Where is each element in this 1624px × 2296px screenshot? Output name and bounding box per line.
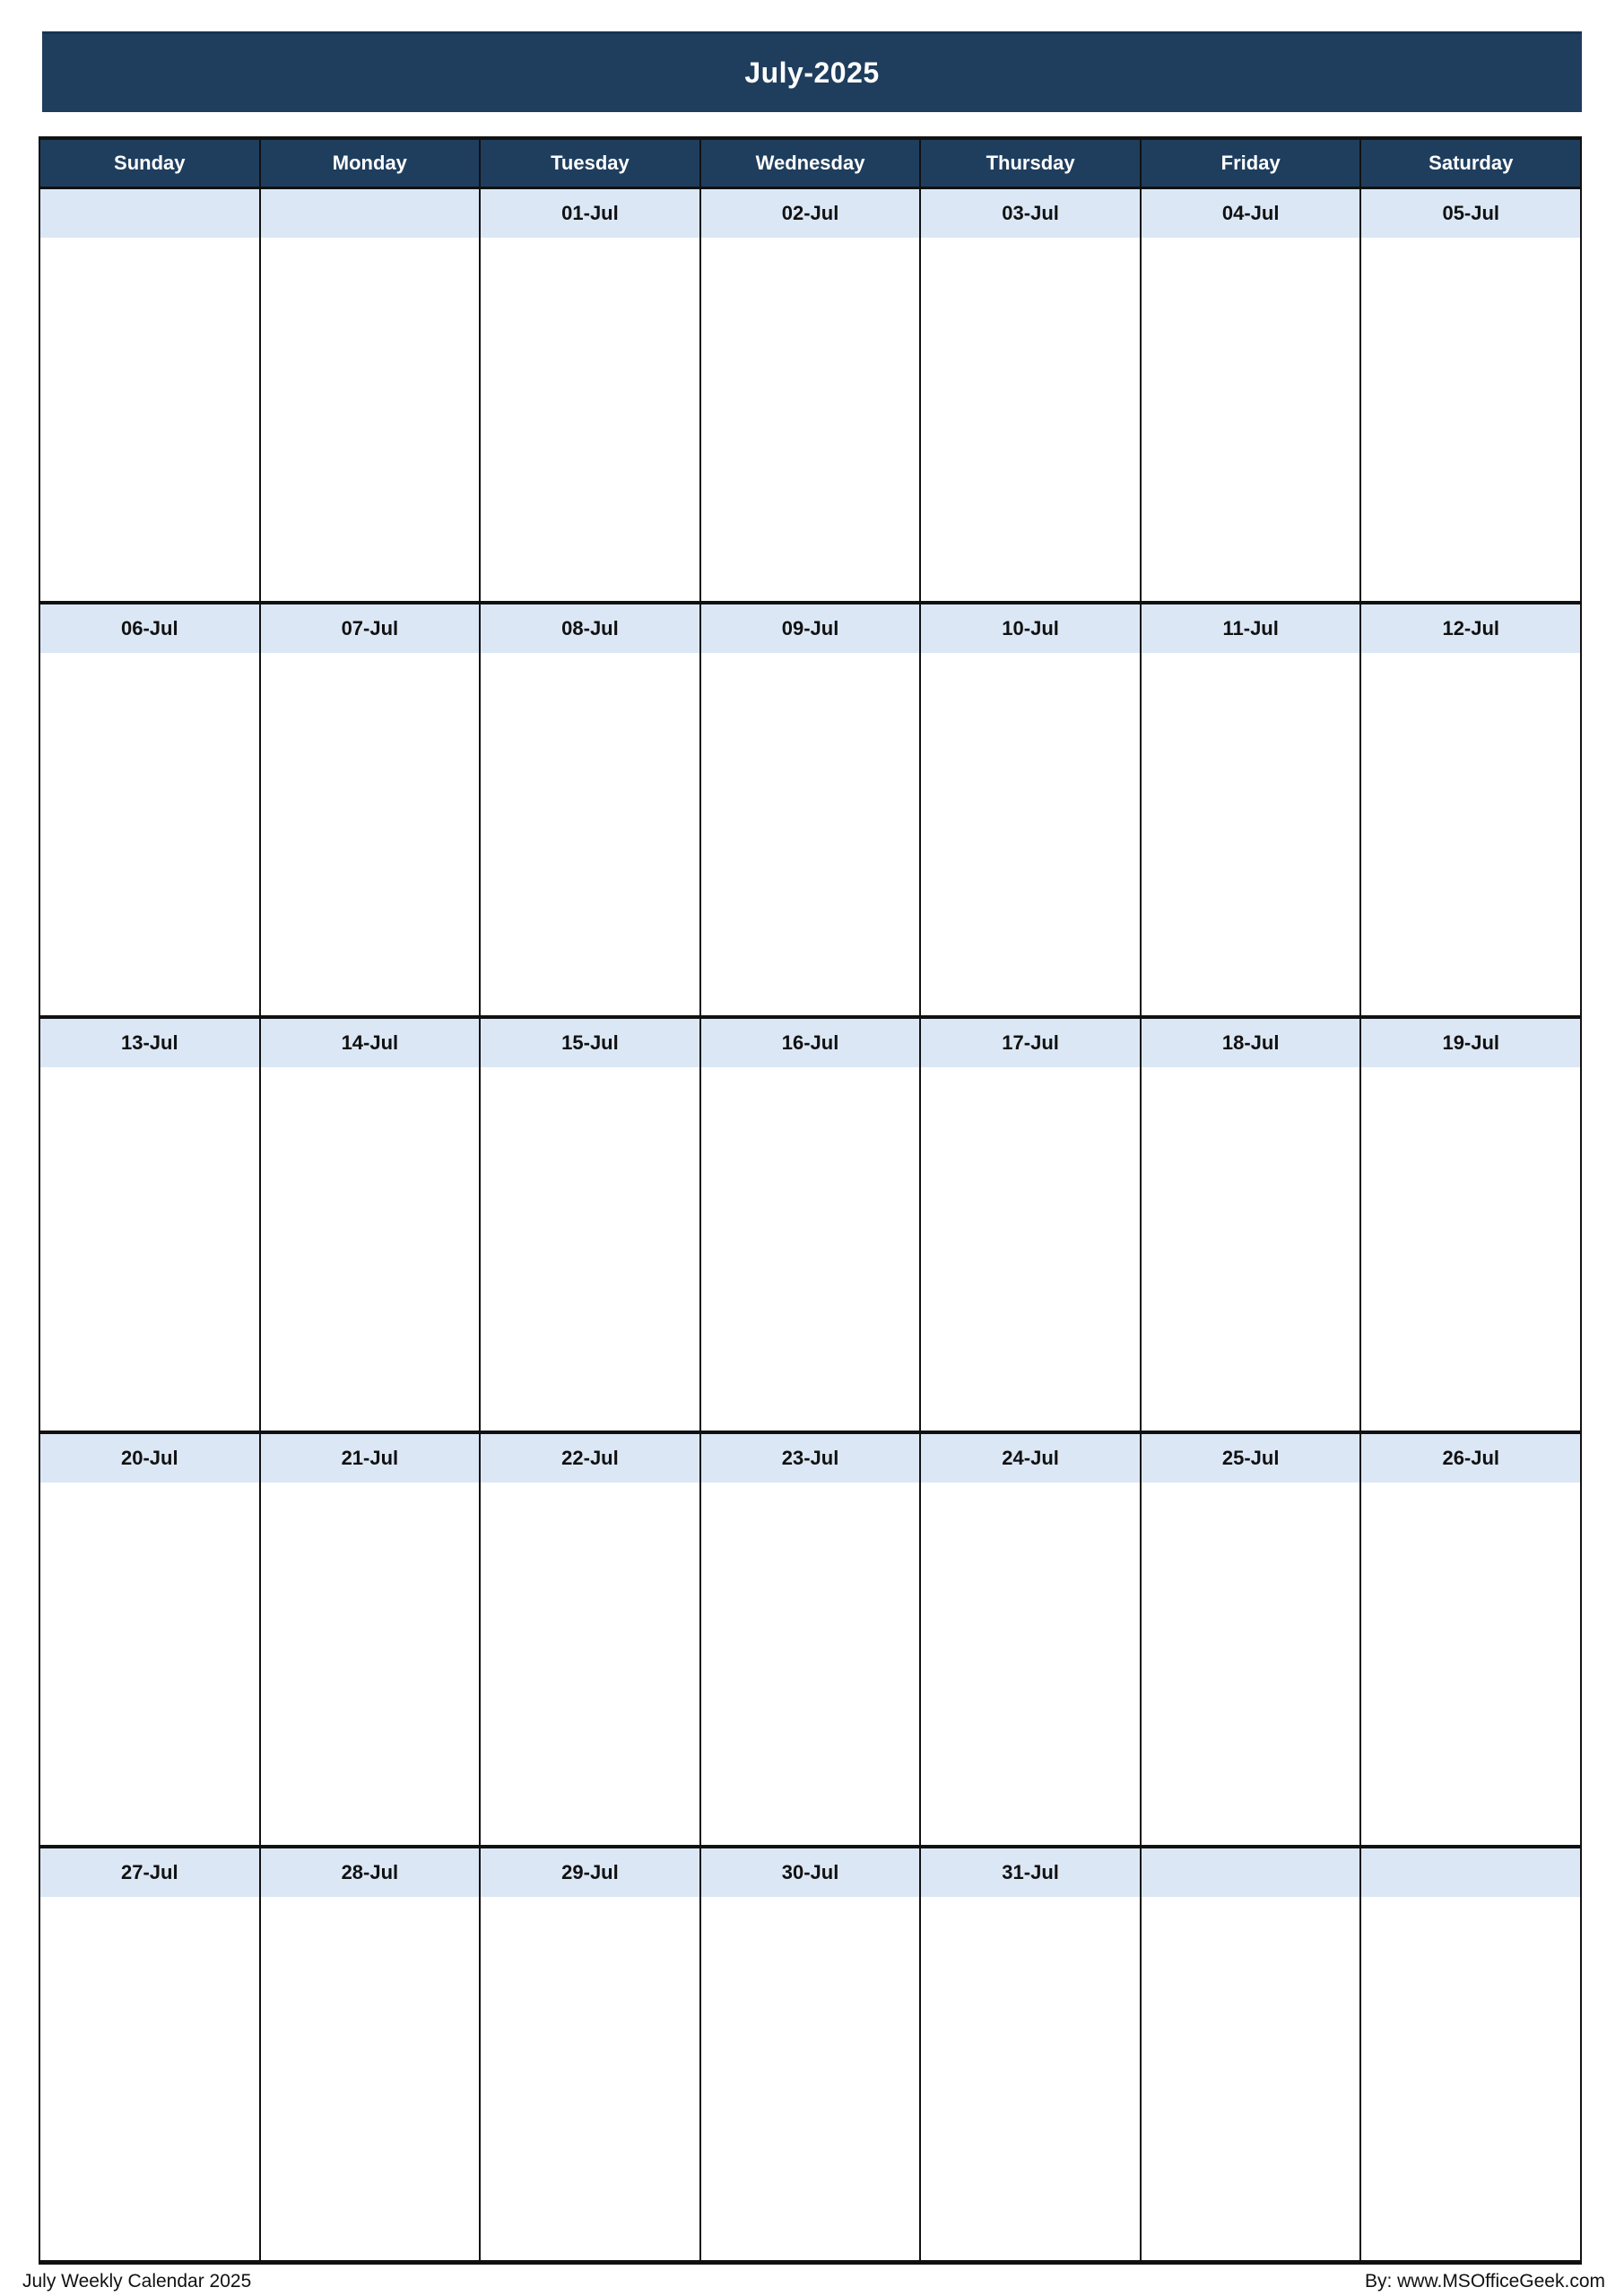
date-label: 22-Jul [481,1434,699,1483]
day-notes-area [481,1067,699,1431]
day-notes-area [1361,1897,1580,2260]
date-label: 28-Jul [261,1848,480,1897]
day-notes-area [40,1067,259,1431]
date-label [261,189,480,238]
date-label: 29-Jul [481,1848,699,1897]
day-notes-area [921,1897,1140,2260]
date-label: 30-Jul [701,1848,920,1897]
day-header-thursday: Thursday [921,140,1142,187]
day-notes-area [1361,238,1580,601]
date-cell [921,1434,1142,1846]
date-label: 13-Jul [40,1019,259,1067]
date-cell [701,189,922,601]
day-notes-area [1361,653,1580,1016]
day-notes-area [261,1483,480,1846]
date-label: 06-Jul [40,604,259,653]
date-label: 25-Jul [1142,1434,1360,1483]
date-cell [261,1848,482,2260]
date-cell [261,1434,482,1846]
day-header-row [40,140,1580,189]
date-label: 15-Jul [481,1019,699,1067]
date-label [1361,1848,1580,1897]
date-cell [701,1848,922,2260]
date-cell [40,1848,261,2260]
date-label: 12-Jul [1361,604,1580,653]
week-row-3 [40,1015,1580,1431]
date-cell [921,189,1142,601]
date-label: 10-Jul [921,604,1140,653]
date-cell [921,1019,1142,1431]
date-label: 16-Jul [701,1019,920,1067]
date-cell [1361,1434,1580,1846]
date-label: 21-Jul [261,1434,480,1483]
calendar-table [39,136,1582,2265]
day-notes-area [701,238,920,601]
date-cell [1142,1434,1362,1846]
date-label: 26-Jul [1361,1434,1580,1483]
week-row-4 [40,1431,1580,1846]
calendar-title: July-2025 [744,57,880,89]
day-header-wednesday: Wednesday [701,140,922,187]
date-cell [701,604,922,1016]
day-notes-area [40,238,259,601]
day-notes-area [921,1067,1140,1431]
date-cell [40,1434,261,1846]
date-label: 24-Jul [921,1434,1140,1483]
day-header-tuesday: Tuesday [481,140,701,187]
date-cell [40,189,261,601]
date-label: 04-Jul [1142,189,1360,238]
date-label: 09-Jul [701,604,920,653]
day-notes-area [481,238,699,601]
date-label: 02-Jul [701,189,920,238]
day-notes-area [1142,1897,1360,2260]
date-cell [481,1019,701,1431]
date-cell [481,189,701,601]
date-label: 08-Jul [481,604,699,653]
week-row-1 [40,189,1580,601]
date-label: 23-Jul [701,1434,920,1483]
date-cell [701,1019,922,1431]
date-cell [481,1434,701,1846]
day-notes-area [1142,653,1360,1016]
date-cell [1361,604,1580,1016]
week-row-5 [40,1845,1580,2260]
date-cell [261,1019,482,1431]
date-label: 17-Jul [921,1019,1140,1067]
date-cell [1361,189,1580,601]
day-notes-area [921,653,1140,1016]
day-header-sunday: Sunday [40,140,261,187]
date-cell [1361,1019,1580,1431]
date-cell [261,604,482,1016]
date-cell [1142,604,1362,1016]
date-label: 05-Jul [1361,189,1580,238]
date-cell [261,189,482,601]
day-header-saturday: Saturday [1429,152,1514,174]
day-notes-area [701,1483,920,1846]
week-row-2 [40,601,1580,1016]
footer-left-text: July Weekly Calendar 2025 [22,2271,252,2292]
day-notes-area [40,1897,259,2260]
date-label [1142,1848,1360,1897]
date-label: 07-Jul [261,604,480,653]
day-notes-area [701,653,920,1016]
date-label: 27-Jul [40,1848,259,1897]
day-header-monday: Monday [261,140,482,187]
date-label: 11-Jul [1142,604,1360,653]
date-label: 03-Jul [921,189,1140,238]
calendar-title-bar [42,31,1582,112]
date-label [40,189,259,238]
date-cell [701,1434,922,1846]
date-cell [921,604,1142,1016]
page-footer [0,2265,1624,2292]
date-label: 14-Jul [261,1019,480,1067]
day-notes-area [921,238,1140,601]
date-cell [1142,1019,1362,1431]
day-notes-area [261,238,480,601]
day-notes-area [261,653,480,1016]
date-cell [481,1848,701,2260]
date-cell [921,1848,1142,2260]
day-notes-area [701,1897,920,2260]
day-notes-area [701,1067,920,1431]
footer-right-text: By: www.MSOfficeGeek.com [1364,2271,1605,2292]
day-notes-area [1361,1483,1580,1846]
day-notes-area [481,653,699,1016]
day-notes-area [1142,1067,1360,1431]
date-label: 19-Jul [1361,1019,1580,1067]
date-label: 01-Jul [481,189,699,238]
day-notes-area [1142,1483,1360,1846]
date-cell [40,1019,261,1431]
day-notes-area [40,653,259,1016]
day-notes-area [1142,238,1360,601]
date-label: 31-Jul [921,1848,1140,1897]
date-cell [40,604,261,1016]
date-label: 20-Jul [40,1434,259,1483]
day-notes-area [481,1483,699,1846]
date-cell [1142,1848,1362,2260]
day-notes-area [481,1897,699,2260]
date-cell [1142,189,1362,601]
day-notes-area [261,1067,480,1431]
day-notes-area [1361,1067,1580,1431]
day-notes-area [40,1483,259,1846]
day-notes-area [921,1483,1140,1846]
date-cell [481,604,701,1016]
date-cell [1361,1848,1580,2260]
day-header-friday: Friday [1142,140,1362,187]
day-notes-area [261,1897,480,2260]
date-label: 18-Jul [1142,1019,1360,1067]
